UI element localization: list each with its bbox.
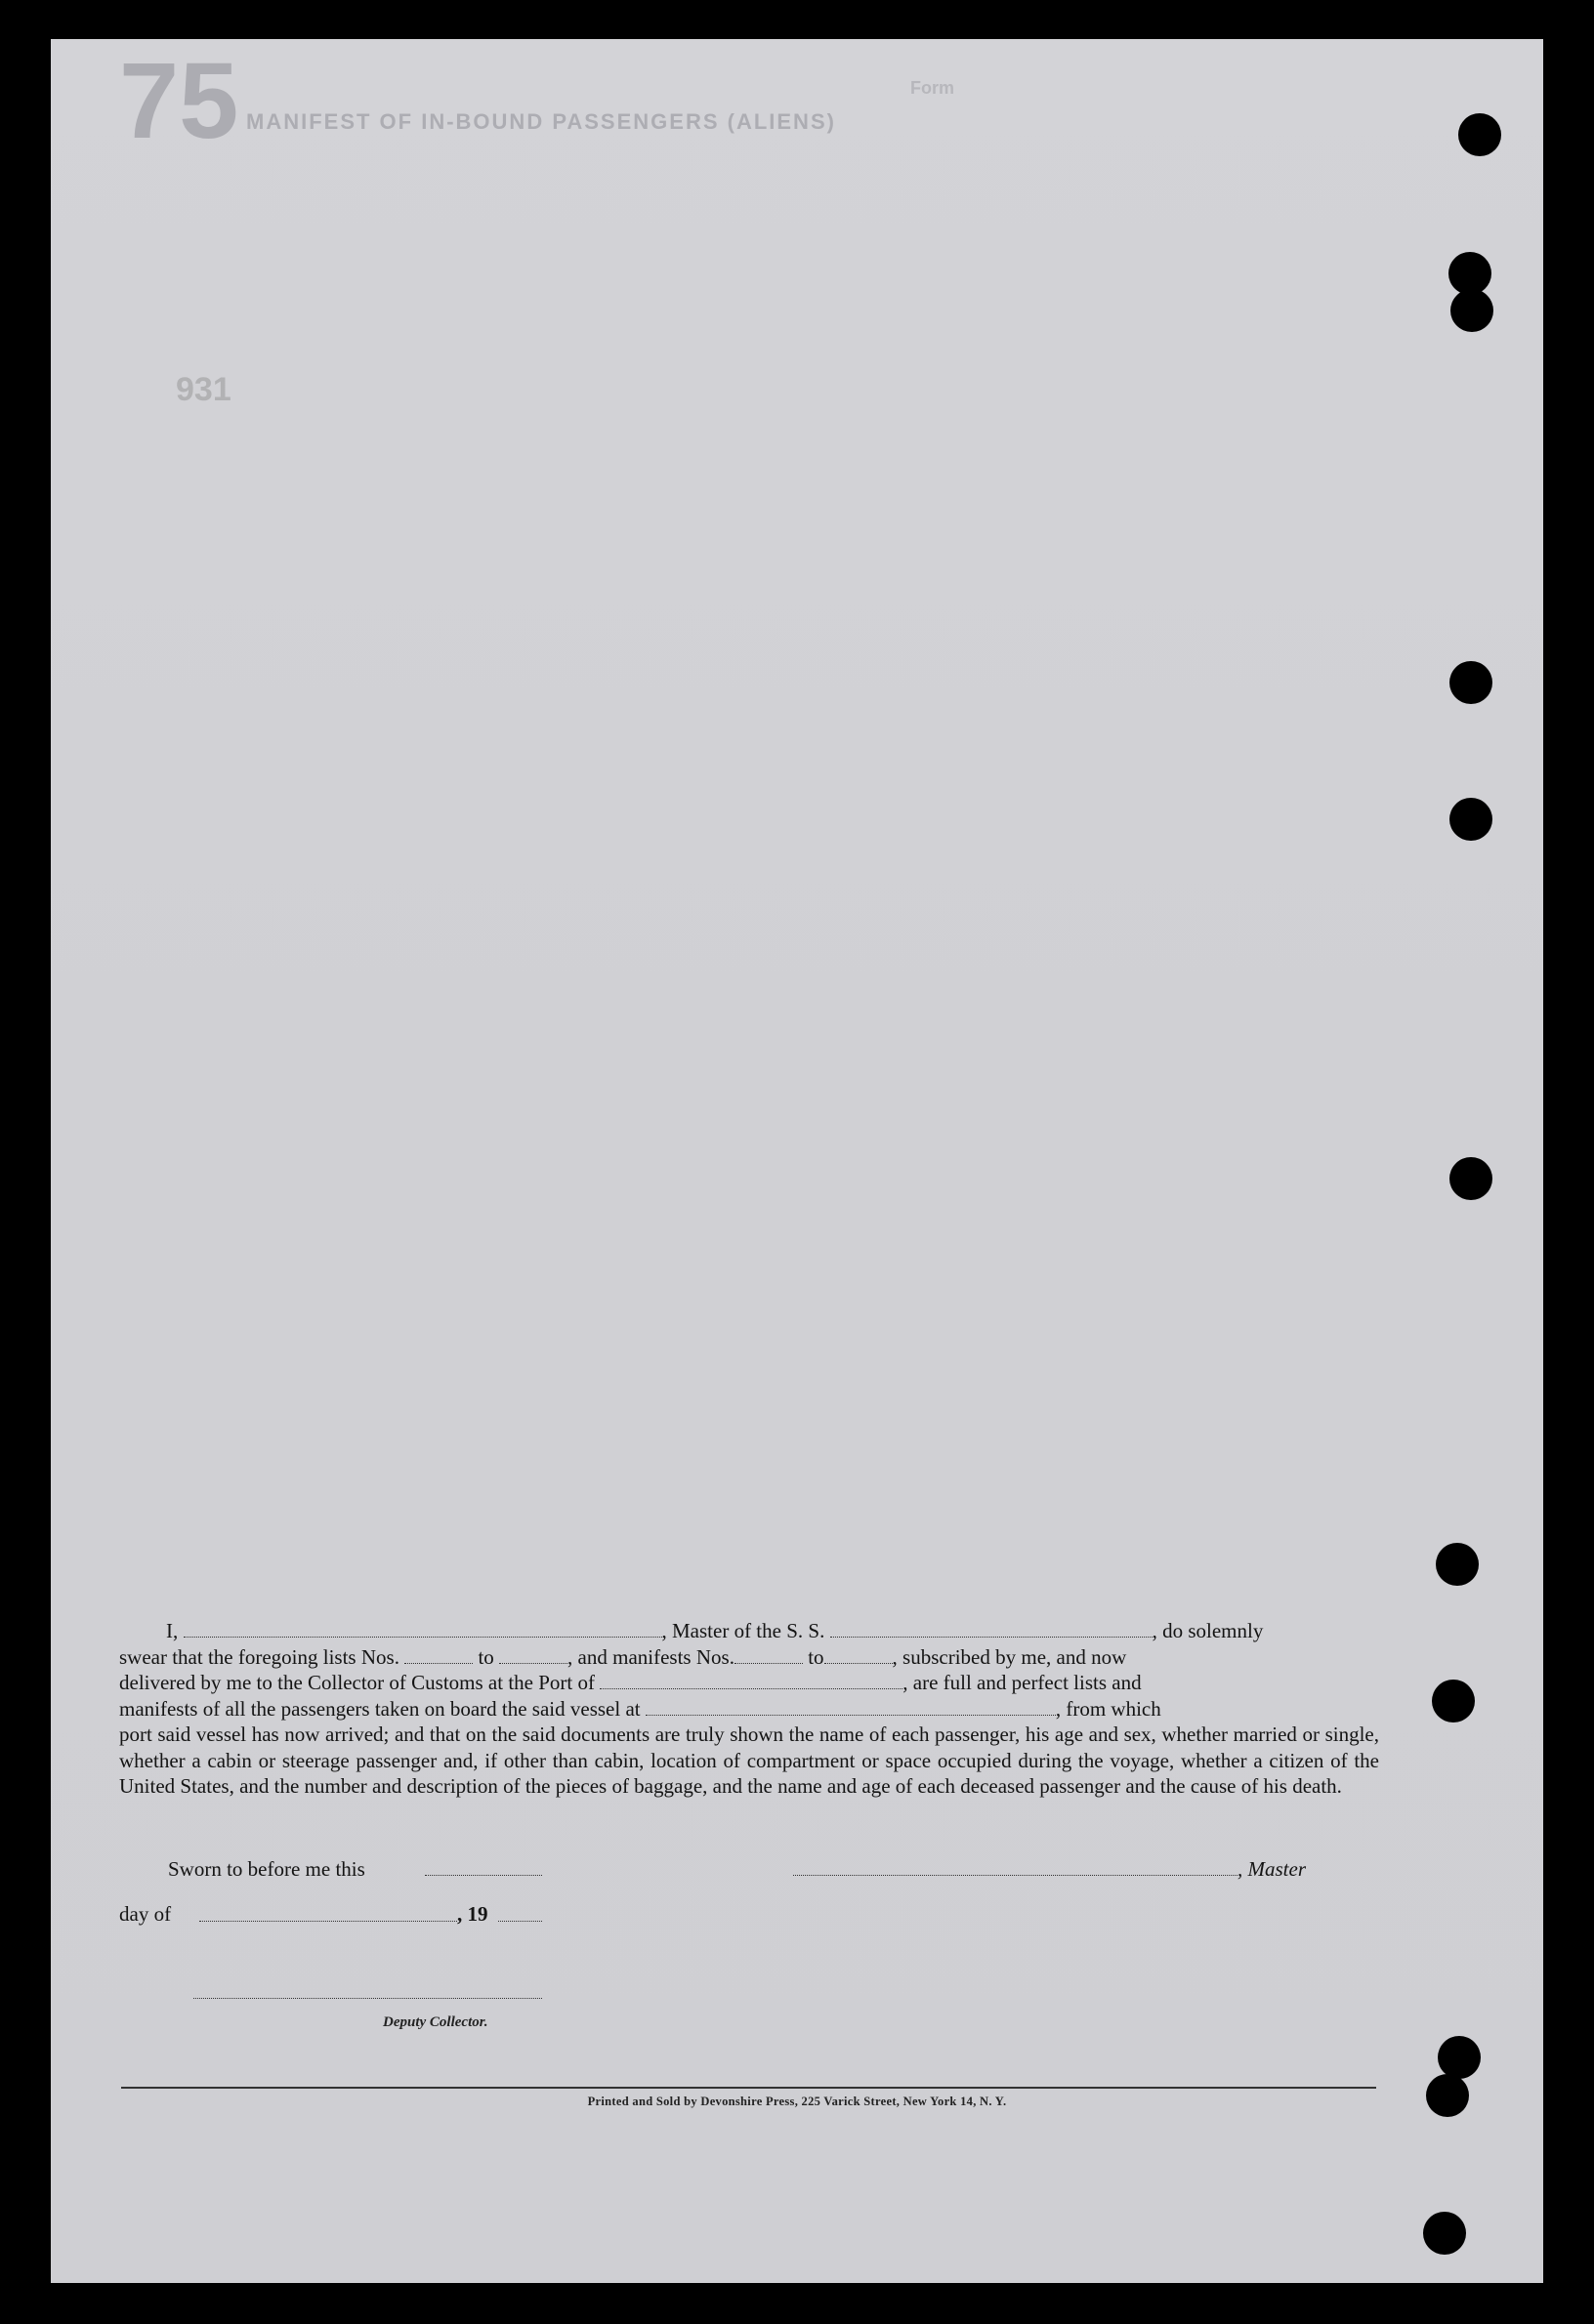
document-page: [51, 39, 1543, 2283]
printer-imprint: Printed and Sold by Devonshire Press, 225 Varick Street, New York 14, N. Y.: [587, 2095, 1007, 2108]
year-blank: [498, 1921, 542, 1922]
manifests-to-blank: [824, 1648, 893, 1664]
punch-hole: [1438, 2036, 1481, 2079]
header-bleed-through: MANIFEST OF IN-BOUND PASSENGERS (ALIENS): [246, 109, 836, 134]
master-name-blank: [184, 1622, 662, 1638]
lists-to-blank: [499, 1648, 567, 1664]
sworn-date-blank: [425, 1875, 542, 1876]
oath-text: , are full and perfect lists and: [902, 1671, 1142, 1694]
departure-port-blank: [646, 1700, 1056, 1716]
oath-text: , Master of the S. S.: [661, 1619, 825, 1642]
oath-text: I,: [166, 1619, 179, 1642]
sworn-label: Sworn to before me this: [168, 1857, 365, 1881]
oath-text: , subscribed by me, and now: [892, 1644, 1127, 1669]
stamp-number-bleed: 75: [119, 41, 239, 161]
port-blank: [600, 1674, 902, 1689]
oath-text: delivered by me to the Collector of Customs at the Port of: [119, 1671, 595, 1694]
oath-text: swear that the foregoing lists Nos.: [119, 1644, 399, 1669]
punch-hole: [1436, 1543, 1479, 1586]
deputy-signature-line: [193, 1998, 542, 1999]
punch-hole: [1458, 113, 1501, 156]
oath-text: , and manifests Nos.: [567, 1644, 734, 1669]
footer-rule: [121, 2087, 1376, 2089]
oath-text: , from which: [1055, 1696, 1161, 1721]
punch-hole: [1450, 289, 1493, 332]
form-label-bleed: Form: [910, 78, 954, 98]
ship-name-blank: [830, 1622, 1153, 1638]
day-of-label: day of: [119, 1902, 172, 1926]
oath-text: manifests of all the passengers taken on board the said vessel at: [119, 1696, 641, 1721]
master-signature-line: [793, 1875, 1237, 1876]
page-number-bleed: 931: [176, 371, 231, 408]
punch-hole: [1449, 661, 1492, 704]
oath-text: , do solemnly: [1152, 1619, 1264, 1642]
deputy-collector-label: Deputy Collector.: [383, 2014, 488, 2030]
punch-hole: [1449, 1157, 1492, 1200]
oath-text: to: [478, 1644, 494, 1669]
punch-hole: [1432, 1680, 1475, 1722]
day-of-month-blank: [199, 1921, 457, 1922]
oath-text: port said vessel has now arrived; and that on the said documents are truly shown the name of each passenger, his age and sex, whether married or single, whether a cabin or steerage passenger and, if other than cabin, location of compartment or space occupied during the voyage, whether a citizen of the United States, and the number and description of the pieces of baggage, and the name and age of each deceased passenger and the cause of his death.: [119, 1722, 1379, 1798]
lists-from-blank: [404, 1648, 473, 1664]
manifests-from-blank: [734, 1648, 803, 1664]
year-label: , 19: [457, 1902, 488, 1926]
punch-hole: [1449, 798, 1492, 841]
oath-text: to: [808, 1644, 824, 1669]
punch-hole: [1423, 2212, 1466, 2255]
master-label: , Master: [1237, 1857, 1306, 1881]
punch-hole: [1426, 2074, 1469, 2117]
master-oath-paragraph: [119, 1618, 1379, 1800]
